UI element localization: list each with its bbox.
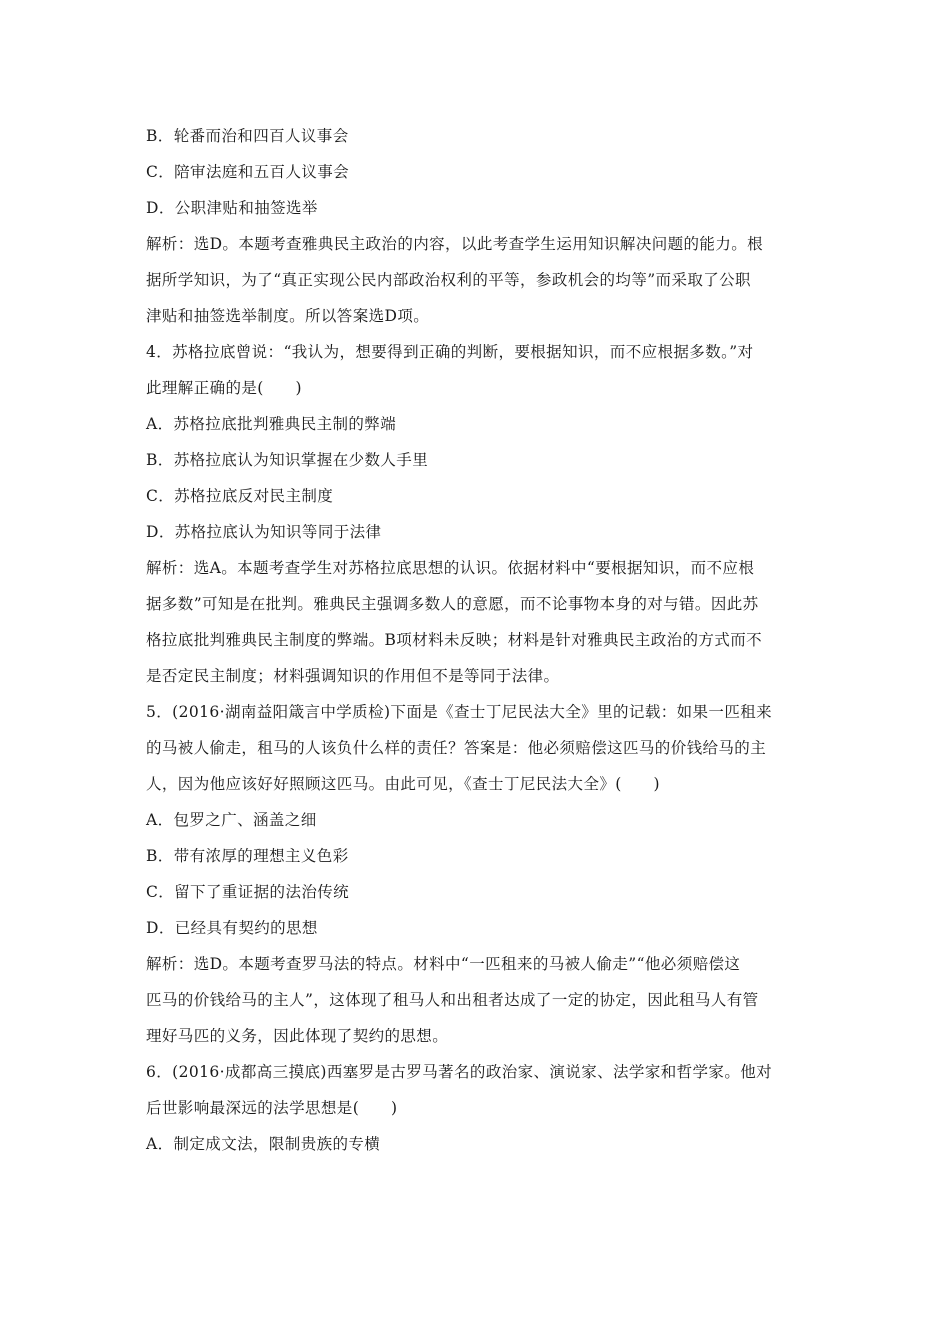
q5-analysis-line: 理好马匹的义务，因此体现了契约的思想。 — [146, 1027, 449, 1045]
q4-analysis-line: 据多数”可知是在批判。雅典民主强调多数人的意愿，而不论事物本身的对与错。因此苏 — [146, 595, 759, 613]
q6-stem-line: 6．(2016·成都高三摸底)西塞罗是古罗马著名的政治家、演说家、法学家和哲学家。他对 — [146, 1063, 773, 1081]
q5-option-d: D．已经具有契约的思想 — [146, 919, 318, 937]
q6-option-a: A．制定成文法，限制贵族的专横 — [146, 1135, 381, 1153]
q4-option-a: A．苏格拉底批判雅典民主制的弊端 — [146, 415, 397, 433]
q5-option-b: B．带有浓厚的理想主义色彩 — [146, 847, 349, 865]
q3-option-b: B．轮番而治和四百人议事会 — [146, 127, 349, 145]
question-6 — [146, 1054, 808, 1162]
q3-option-c: C．陪审法庭和五百人议事会 — [146, 163, 350, 181]
question-4 — [146, 334, 808, 694]
q4-analysis-line: 解析：选A。本题考查学生对苏格拉底思想的认识。依据材料中“要根据知识，而不应根 — [146, 559, 755, 577]
q4-option-b: B．苏格拉底认为知识掌握在少数人手里 — [146, 451, 429, 469]
q5-stem-line: 人，因为他应该好好照顾这匹马。由此可见，《查士丁尼民法大全》( ) — [146, 775, 660, 793]
q5-analysis-line: 解析：选D。本题考查罗马法的特点。材料中“一匹租来的马被人偷走”“他必须赔偿这 — [146, 955, 741, 973]
question-5 — [146, 694, 808, 1054]
q4-stem-line: 此理解正确的是( ) — [146, 379, 302, 397]
q5-stem-line: 5．(2016·湖南益阳箴言中学质检)下面是《查士丁尼民法大全》里的记载：如果一匹租来 — [146, 703, 773, 721]
document-page — [146, 118, 808, 1162]
q3-analysis-line: 解析：选D。本题考查雅典民主政治的内容，以此考查学生运用知识解决问题的能力。根 — [146, 235, 764, 253]
q5-analysis-line: 匹马的价钱给马的主人”，这体现了租马人和出租者达成了一定的协定，因此租马人有管 — [146, 991, 759, 1009]
q5-option-a: A．包罗之广、涵盖之细 — [146, 811, 317, 829]
q4-option-c: C．苏格拉底反对民主制度 — [146, 487, 334, 505]
q5-stem-line: 的马被人偷走，租马的人该负什么样的责任？答案是：他必须赔偿这匹马的价钱给马的主 — [146, 739, 767, 757]
q4-option-d: D．苏格拉底认为知识等同于法律 — [146, 523, 382, 541]
q4-analysis-line: 是否定民主制度；材料强调知识的作用但不是等同于法律。 — [146, 667, 560, 685]
q6-stem-line: 后世影响最深远的法学思想是( ) — [146, 1099, 398, 1117]
q5-option-c: C．留下了重证据的法治传统 — [146, 883, 350, 901]
q3-analysis-line: 据所学知识，为了“真正实现公民内部政治权利的平等，参政机会的均等”而采取了公职 — [146, 271, 751, 289]
q4-stem-line: 4．苏格拉底曾说：“我认为，想要得到正确的判断，要根据知识，而不应根据多数。”对 — [146, 343, 754, 361]
q4-analysis-line: 格拉底批判雅典民主制度的弊端。B项材料未反映；材料是针对雅典民主政治的方式而不 — [146, 631, 762, 649]
q3-option-d: D．公职津贴和抽签选举 — [146, 199, 318, 217]
question-3 — [146, 118, 808, 334]
q3-analysis-line: 津贴和抽签选举制度。所以答案选D项。 — [146, 307, 430, 325]
